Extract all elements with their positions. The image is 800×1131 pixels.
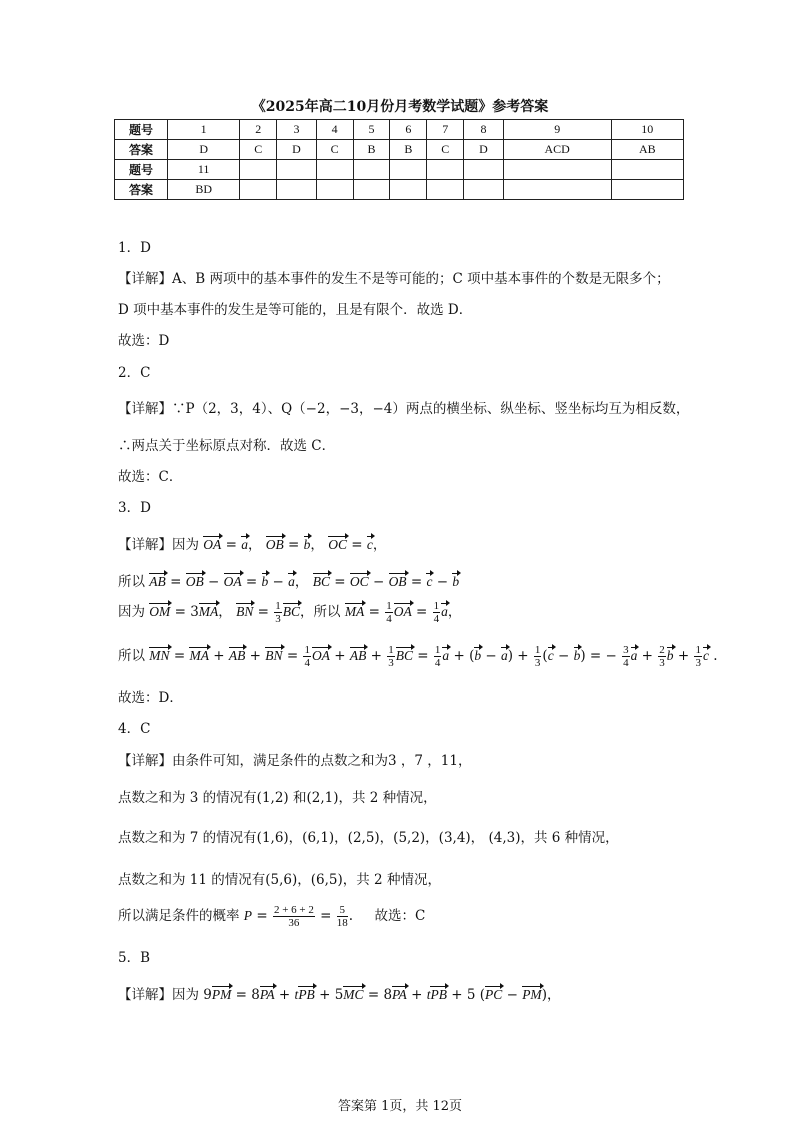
table-cell: D <box>168 140 240 160</box>
table-cell: 5 <box>353 120 390 140</box>
answer-table <box>114 119 684 200</box>
page-footer: 答案第 1页，共 12页 <box>337 1099 463 1114</box>
table-cell: 8 <box>464 120 504 140</box>
q2-explanation-line: 【详解】∵P（2，3，4）、Q（−2，−3，−4）两点的横坐标、纵坐标、竖坐标均互为相反数， <box>118 401 690 417</box>
table-cell: 3 <box>277 120 317 140</box>
table-cell: C <box>240 140 277 160</box>
table-cell <box>503 180 611 200</box>
table-header-cell: 答案 <box>115 180 168 200</box>
q4-prefix: 所以满足条件的概率 <box>118 908 240 924</box>
q3-prefix: 【详解】因为 <box>118 537 199 553</box>
q3-explanation-line: 所以 MN = MA + AB + BN = $\frac{1}{4}$ OA + AB + $\frac{1}{3}$ BC = $\frac{1}{4}$ a + (b − a) + $\frac{1}{3}$ (c − b) = − $\frac{3}{4}$ a + $\frac{2}{3}$ b + $\frac{1}{3}$ c . <box>118 644 718 669</box>
table-cell <box>464 180 504 200</box>
table-row <box>115 160 684 180</box>
q2-conclusion: 故选：C． <box>118 469 183 485</box>
table-cell <box>240 180 277 200</box>
table-cell: 7 <box>427 120 464 140</box>
table-cell <box>277 160 317 180</box>
table-cell: B <box>353 140 390 160</box>
table-cell: 1 <box>168 120 240 140</box>
table-cell <box>611 160 683 180</box>
q3-explanation-line: 【详解】因为 OA = a， OB = b， OC = c， <box>118 537 387 553</box>
q4-explanation-line: 点数之和为 7 的情况有(1,6)，(6,1)，(2,5)，(5,2)，(3,4)， (4,3)，共 6 种情况， <box>118 830 619 846</box>
table-cell: AB <box>611 140 683 160</box>
table-cell: B <box>390 140 427 160</box>
table-cell: ACD <box>503 140 611 160</box>
q3-heading: 3．D <box>118 500 151 516</box>
page-title: 《2025年高二10月份月考数学试题》参考答案 <box>251 99 549 115</box>
q5-explanation-line: 【详解】因为 9PM = 8PA + tPB + 5MC = 8PA + tPB + 5 (PC − PM)， <box>118 987 561 1003</box>
table-header-cell: 答案 <box>115 140 168 160</box>
q2-explanation-line: ∴两点关于坐标原点对称．故选 C． <box>118 438 336 454</box>
table-cell: D <box>277 140 317 160</box>
q3-explanation-line: 因为 OM = 3MA， BN = $\frac{1}{3}$ BC，所以 MA = $\frac{1}{4}$ OA = $\frac{1}{4}$ a， <box>118 600 462 625</box>
table-cell <box>316 180 353 200</box>
q1-heading: 1．D <box>118 240 151 256</box>
q2-heading: 2．C <box>118 365 151 381</box>
table-cell: C <box>316 140 353 160</box>
table-cell <box>464 160 504 180</box>
q3-conclusion: 故选：D． <box>118 690 183 706</box>
table-cell <box>353 160 390 180</box>
table-cell <box>427 180 464 200</box>
table-cell: 11 <box>168 160 240 180</box>
q4-explanation-line: 点数之和为 11 的情况有(5,6)，(6,5)，共 2 种情况， <box>118 872 441 888</box>
table-cell: C <box>427 140 464 160</box>
q4-heading: 4．C <box>118 721 151 737</box>
q3-prefix: 所以 <box>118 648 145 664</box>
table-cell <box>353 180 390 200</box>
table-header-cell: 题号 <box>115 160 168 180</box>
q4-explanation-line: 点数之和为 3 的情况有(1,2) 和(2,1)，共 2 种情况， <box>118 790 437 806</box>
table-cell: 2 <box>240 120 277 140</box>
table-cell <box>611 180 683 200</box>
table-row <box>115 180 684 200</box>
table-cell: 9 <box>503 120 611 140</box>
table-cell: 4 <box>316 120 353 140</box>
q5-prefix: 【详解】因为 <box>118 987 199 1003</box>
table-cell <box>390 180 427 200</box>
table-cell <box>390 160 427 180</box>
q4-explanation-line: 【详解】由条件可知，满足条件的点数之和为3 ，7 ，11， <box>118 753 472 769</box>
table-cell <box>277 180 317 200</box>
table-cell <box>427 160 464 180</box>
q4-explanation-line: 所以满足条件的概率 P = $\frac{2 + 6 + 2}{36}$ = $\frac{5}{18}$ . 故选：C <box>118 904 426 929</box>
table-header-cell: 题号 <box>115 120 168 140</box>
table-cell: D <box>464 140 504 160</box>
table-row <box>115 140 684 160</box>
q3-prefix: 所以 <box>118 574 145 590</box>
table-cell: 6 <box>390 120 427 140</box>
table-cell: BD <box>168 180 240 200</box>
table-cell <box>316 160 353 180</box>
q1-explanation-line: D 项中基本事件的发生是等可能的，且是有限个．故选 D． <box>118 302 473 318</box>
q3-prefix: 因为 <box>118 604 145 620</box>
table-row <box>115 120 684 140</box>
q3-explanation-line: 所以 AB = OB − OA = b − a， BC = OC − OB = c − b <box>118 574 460 590</box>
q1-conclusion: 故选：D <box>118 333 170 349</box>
q3-mid: ，所以 <box>300 604 341 620</box>
table-cell <box>240 160 277 180</box>
q5-heading: 5．B <box>118 950 151 966</box>
table-cell <box>503 160 611 180</box>
q4-conclusion: 故选：C <box>374 908 426 924</box>
q1-explanation-line: 【详解】A、B 两项中的基本事件的发生不是等可能的；C 项中基本事件的个数是无限多个； <box>118 271 670 287</box>
table-cell: 10 <box>611 120 683 140</box>
